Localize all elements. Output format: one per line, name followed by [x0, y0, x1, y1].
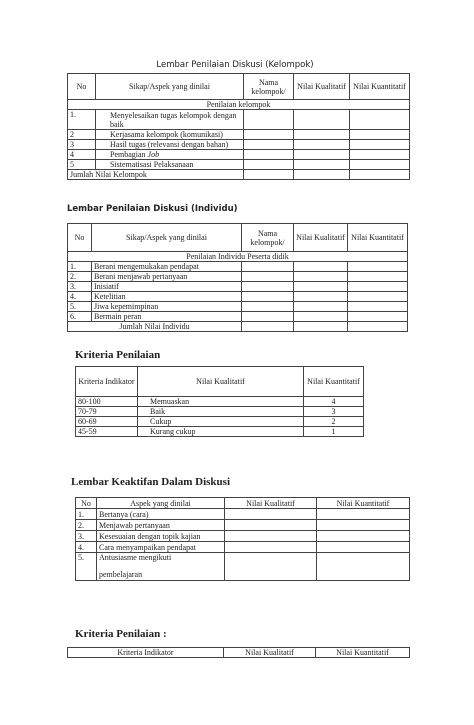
header-nilai-kuantitatif: Nilai Kuantitatif: [348, 224, 408, 252]
cell-kuantitatif: [348, 282, 408, 292]
cell-kualitatif: [225, 553, 317, 581]
row-no: 2.: [68, 272, 92, 282]
cell-kualitatif: [294, 282, 348, 292]
cell-kuantitatif: [317, 553, 410, 581]
header-nilai-kuantitatif: Nilai Kuantitatif: [317, 498, 410, 509]
cell-nama: [244, 160, 294, 170]
cell-kuantitatif: [317, 531, 410, 542]
cell-kuantitatif: [348, 312, 408, 322]
table-row: [68, 130, 410, 140]
row-aspect: Berani menjawab pertanyaan: [92, 272, 242, 282]
cell-kualitatif: [294, 302, 348, 312]
row-no: 4: [68, 150, 96, 160]
row-no: 5: [68, 160, 96, 170]
cell-nama: [244, 140, 294, 150]
row-quantitative: 4: [304, 397, 364, 407]
header-nilai-kualitatif: Nilai Kualitatif: [294, 74, 350, 100]
cell-nama: [244, 130, 294, 140]
row-aspect: Ketelitian: [92, 292, 242, 302]
total-label: Jumlah Nilai Individu: [68, 322, 242, 332]
individu-table: [67, 223, 408, 332]
cell-kualitatif: [225, 531, 317, 542]
cell-kualitatif: [225, 520, 317, 531]
kelompok-table: [67, 73, 410, 180]
row-aspect: [96, 150, 244, 160]
cell-kuantitatif: [350, 160, 410, 170]
table-row: [68, 282, 408, 292]
kriteria2-title: Kriteria Penilaian :: [75, 628, 167, 640]
cell-kuantitatif: [317, 509, 410, 520]
cell-nama: [244, 110, 294, 130]
table-row: [68, 302, 408, 312]
row-no: 3.: [68, 282, 92, 292]
table-row: [76, 531, 410, 542]
total-label: Jumlah Nilai Kelompok: [68, 170, 244, 180]
row-quantitative: 1: [304, 427, 364, 437]
cell-kuantitatif: [350, 150, 410, 160]
cell-kualitatif: [294, 262, 348, 272]
table-row: [76, 520, 410, 531]
table-row: [68, 140, 410, 150]
table-row: [68, 272, 408, 282]
cell-kuantitatif: [348, 322, 408, 332]
row-aspect: Sistematisasi Pelaksanaan: [96, 160, 244, 170]
row-aspect: Jiwa kepemimpinan: [92, 302, 242, 312]
cell-kualitatif: [294, 150, 350, 160]
header-nilai-kuantitatif: Nilai Kuantitatif: [304, 367, 364, 397]
table-row: [68, 160, 410, 170]
row-aspect: Bermain peran: [92, 312, 242, 322]
row-no: 2: [68, 130, 96, 140]
cell-kuantitatif: [317, 520, 410, 531]
cell-kualitatif: [294, 292, 348, 302]
kriteria-title: Kriteria Penilaian: [75, 349, 161, 361]
header-nama-kelompok: Nama kelompok/: [242, 224, 294, 252]
kriteria2-table: [67, 647, 410, 658]
section-label: Penilaian kelompok: [68, 100, 410, 110]
table-row: [76, 417, 364, 427]
table-row: [76, 542, 410, 553]
table-row: [76, 397, 364, 407]
table-row: [76, 509, 410, 520]
row-aspect: [97, 553, 225, 581]
row-range: 60-69: [76, 417, 138, 427]
cell-kualitatif: [294, 170, 350, 180]
header-aspect: Sikap/Aspek yang dinilai: [96, 74, 244, 100]
header-kriteria-indikator: Kriteria Indikator: [68, 648, 224, 658]
row-aspect: Kesesuaian dengan topik kajian: [97, 531, 225, 542]
header-aspect: Aspek yang dinilai: [97, 498, 225, 509]
aspect-line-2: pembelajaran: [99, 570, 143, 579]
row-quantitative: 2: [304, 417, 364, 427]
cell-kualitatif: [225, 542, 317, 553]
row-qualitative: Baik: [138, 407, 304, 417]
row-qualitative: Kurang cukup: [138, 427, 304, 437]
row-aspect: Menjawab pertanyaan: [97, 520, 225, 531]
cell-kuantitatif: [317, 542, 410, 553]
aspect-italic: Job: [147, 150, 160, 159]
row-aspect: Bertanya (cara): [97, 509, 225, 520]
cell-kuantitatif: [350, 170, 410, 180]
cell-kuantitatif: [350, 110, 410, 130]
table-row: [68, 292, 408, 302]
row-no: 2.: [76, 520, 97, 531]
header-nilai-kuantitatif: Nilai Kuantitatif: [316, 648, 410, 658]
aspect-line-1: Antusiasme mengikuti: [99, 553, 172, 562]
header-nama-kelompok: Nama kelompok/: [244, 74, 294, 100]
cell-kualitatif: [294, 312, 348, 322]
table-row: [68, 150, 410, 160]
kriteria-table: [75, 366, 364, 437]
row-no: 6.: [68, 312, 92, 322]
cell-kuantitatif: [348, 272, 408, 282]
table-row: [68, 110, 410, 130]
cell-kualitatif: [294, 110, 350, 130]
header-no: No: [68, 224, 92, 252]
row-qualitative: Memuaskan: [138, 397, 304, 407]
row-aspect: Hasil tugas (relevansi dengan bahan): [96, 140, 244, 150]
header-nilai-kuantitatif: Nilai Kuantitatif: [350, 74, 410, 100]
header-no: No: [76, 498, 97, 509]
row-range: 80-100: [76, 397, 138, 407]
cell-kualitatif: [225, 509, 317, 520]
section-label: Penilaian Individu Peserta didik: [68, 252, 408, 262]
cell-kuantitatif: [350, 130, 410, 140]
cell-nama: [244, 150, 294, 160]
header-nilai-kualitatif: Nilai Kualitatif: [138, 367, 304, 397]
header-kriteria-indikator: Kriteria Indikator: [76, 367, 138, 397]
keaktifan-table: [75, 497, 410, 581]
cell-kualitatif: [294, 160, 350, 170]
row-no: 3: [68, 140, 96, 150]
row-aspect: Berani mengemukakan pendapat: [92, 262, 242, 272]
row-no: 5.: [68, 302, 92, 312]
cell-kuantitatif: [348, 302, 408, 312]
row-no: 5.: [76, 553, 97, 581]
aspect-prefix: Pembagian: [110, 150, 148, 159]
header-no: No: [68, 74, 96, 100]
cell-nama: [242, 292, 294, 302]
row-aspect: Menyelesaikan tugas kelompok dengan baik: [96, 110, 244, 130]
cell-nama: [242, 322, 294, 332]
header-nilai-kualitatif: Nilai Kualitatif: [224, 648, 316, 658]
cell-kualitatif: [294, 130, 350, 140]
cell-kuantitatif: [348, 262, 408, 272]
individu-title: Lembar Penilaian Diskusi (Individu): [67, 204, 238, 214]
cell-nama: [242, 302, 294, 312]
header-nilai-kualitatif: Nilai Kualitatif: [225, 498, 317, 509]
keaktifan-title: Lembar Keaktifan Dalam Diskusi: [71, 476, 231, 488]
row-no: 3.: [76, 531, 97, 542]
row-range: 70-79: [76, 407, 138, 417]
row-no: 1.: [76, 509, 97, 520]
cell-kualitatif: [294, 322, 348, 332]
table-row: [68, 312, 408, 322]
cell-kualitatif: [294, 272, 348, 282]
row-aspect: Inisiatif: [92, 282, 242, 292]
row-range: 45-59: [76, 427, 138, 437]
cell-kualitatif: [294, 140, 350, 150]
row-aspect: Kerjasama kelompok (komunikasi): [96, 130, 244, 140]
cell-nama: [244, 170, 294, 180]
table-row: [76, 553, 410, 581]
row-quantitative: 3: [304, 407, 364, 417]
cell-nama: [242, 272, 294, 282]
cell-kuantitatif: [348, 292, 408, 302]
row-no: 4.: [68, 292, 92, 302]
table-row: [76, 407, 364, 417]
cell-nama: [242, 282, 294, 292]
row-aspect: Cara menyampaikan pendapat: [97, 542, 225, 553]
cell-kuantitatif: [350, 140, 410, 150]
kelompok-title: Lembar Penilaian Diskusi (Kelompok): [156, 60, 314, 70]
table-row: [76, 427, 364, 437]
row-no: 4.: [76, 542, 97, 553]
row-qualitative: Cukup: [138, 417, 304, 427]
header-nilai-kualitatif: Nilai Kualitatif: [294, 224, 348, 252]
table-row: [68, 262, 408, 272]
header-aspect: Sikap/Aspek yang dinilai: [92, 224, 242, 252]
cell-nama: [242, 262, 294, 272]
row-no: 1.: [68, 110, 96, 130]
row-no: 1.: [68, 262, 92, 272]
cell-nama: [242, 312, 294, 322]
